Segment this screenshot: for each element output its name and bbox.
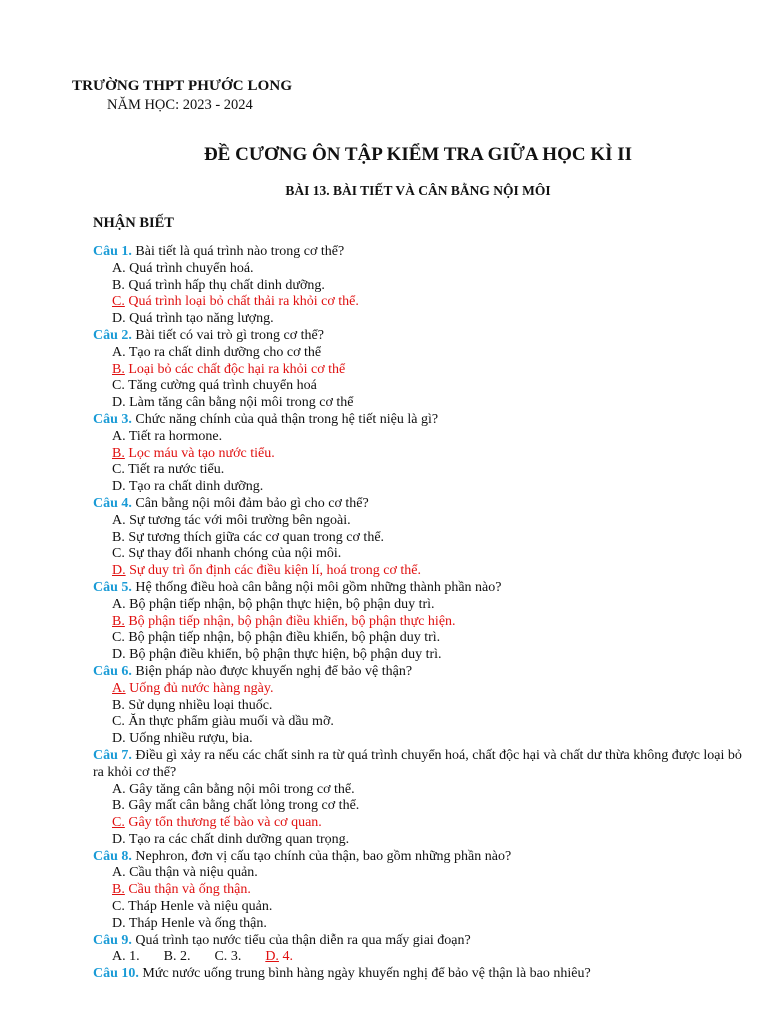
document-title: ĐỀ CƯƠNG ÔN TẬP KIỂM TRA GIỮA HỌC KÌ II — [203, 144, 633, 165]
question-7 — [93, 748, 745, 782]
question-text: Chức năng chính của quả thận trong hệ tiết niệu là gì? — [131, 411, 439, 427]
question-text: Biện pháp nào được khuyến nghị để bảo vệ thận? — [131, 663, 413, 679]
question-text: Quá trình tạo nước tiểu của thận diễn ra qua mấy giai đoạn? — [131, 932, 471, 948]
answer-option: A. Tạo ra chất dinh dưỡng cho cơ thể — [112, 344, 322, 360]
school-year: NĂM HỌC: 2023 - 2024 — [107, 97, 253, 113]
answer-option: B. Sử dụng nhiều loại thuốc. — [112, 697, 273, 713]
question-number: Câu 8. — [93, 848, 132, 864]
question-9 — [93, 933, 745, 950]
answer-option: A. Quá trình chuyển hoá. — [112, 260, 254, 276]
question-text: Điều gì xảy ra nếu các chất sinh ra từ quá trình chuyển hoá, chất độc hại và chất dư thừa không được loại bỏ ra khỏi cơ thể? — [93, 747, 742, 780]
question-text: Hệ thống điều hoà cân bằng nội môi gồm những thành phần nào? — [131, 579, 502, 595]
correct-answer-option: C. Gây tổn thương tế bào và cơ quan. — [112, 815, 322, 831]
question-3 — [93, 412, 745, 429]
question-number: Câu 9. — [93, 932, 132, 948]
correct-answer-option: C. Quá trình loại bỏ chất thải ra khỏi cơ thể. — [112, 294, 359, 310]
answer-option: A. Tiết ra hormone. — [112, 428, 223, 444]
question-4 — [93, 496, 745, 513]
answer-option: A. Sự tương tác với môi trường bên ngoài. — [112, 512, 351, 528]
question-number: Câu 2. — [93, 327, 132, 343]
question-10 — [93, 966, 745, 983]
answer-option: C. Sự thay đổi nhanh chóng của nội môi. — [112, 546, 342, 562]
question-number: Câu 5. — [93, 579, 132, 595]
question-number: Câu 10. — [93, 966, 139, 982]
answer-option: A. Cầu thận và niệu quản. — [112, 865, 258, 881]
correct-answer-option: A. Uống đủ nước hàng ngày. — [112, 680, 274, 696]
correct-answer-option: D. 4. — [265, 949, 293, 965]
correct-answer-option: B. Cầu thận và ống thận. — [112, 882, 251, 898]
question-text: Bài tiết là quá trình nào trong cơ thể? — [131, 244, 345, 259]
question-8 — [93, 849, 745, 866]
answer-option: B. Sự tương thích giữa các cơ quan trong cơ thể. — [112, 529, 385, 545]
answer-option: C. Bộ phận tiếp nhận, bộ phận điều khiển, bộ phận duy trì. — [112, 630, 441, 646]
question-1 — [93, 244, 745, 261]
answer-option: D. Làm tăng cân bằng nội môi trong cơ thể — [112, 395, 354, 411]
question-number: Câu 1. — [93, 244, 132, 259]
answer-options-inline — [93, 949, 745, 966]
correct-answer-option: B. Lọc máu và tạo nước tiểu. — [112, 445, 275, 461]
question-number: Câu 3. — [93, 411, 132, 427]
school-name: TRƯỜNG THPT PHƯỚC LONG — [72, 78, 293, 94]
answer-option: D. Bộ phận điều khiển, bộ phận thực hiện, bộ phận duy trì. — [112, 647, 442, 663]
question-5 — [93, 580, 745, 597]
question-text: Bài tiết có vai trò gì trong cơ thể? — [131, 327, 324, 343]
answer-option: C. Tăng cường quá trình chuyển hoá — [112, 378, 317, 394]
answer-option: C. 3. — [214, 949, 242, 965]
question-text: Nephron, đơn vị cấu tạo chính của thận, bao gồm những phần nào? — [131, 848, 512, 864]
question-number: Câu 7. — [93, 747, 132, 763]
question-text: Cân bằng nội môi đảm bảo gì cho cơ thể? — [131, 495, 369, 511]
correct-answer-option: D. Sự duy trì ổn định các điều kiện lí, hoá trong cơ thể. — [112, 563, 421, 579]
question-text: Mức nước uống trung bình hàng ngày khuyến nghị để bảo vệ thận là bao nhiêu? — [138, 966, 591, 982]
question-2 — [93, 328, 745, 345]
answer-option: A. 1. — [112, 949, 140, 965]
answer-option: D. Tạo ra chất dinh dưỡng. — [112, 479, 264, 495]
correct-answer-option: B. Loại bỏ các chất độc hại ra khỏi cơ thể — [112, 361, 346, 377]
question-list — [93, 244, 745, 983]
answer-option: C. Ăn thực phẩm giàu muối và dầu mỡ. — [112, 714, 334, 730]
answer-option: C. Tháp Henle và niệu quản. — [112, 899, 273, 915]
question-number: Câu 4. — [93, 495, 132, 511]
question-6 — [93, 664, 745, 681]
answer-option: B. Gây mất cân bằng chất lỏng trong cơ thể. — [112, 798, 360, 814]
answer-option: D. Tháp Henle và ống thận. — [112, 915, 267, 931]
answer-option: D. Quá trình tạo năng lượng. — [112, 311, 274, 327]
question-number: Câu 6. — [93, 663, 132, 679]
answer-option: D. Uống nhiều rượu, bia. — [112, 731, 253, 747]
section-heading: NHẬN BIẾT — [93, 215, 174, 231]
answer-option: C. Tiết ra nước tiểu. — [112, 462, 225, 478]
correct-answer-option: B. Bộ phận tiếp nhận, bộ phận điều khiển, bộ phận thực hiện. — [112, 613, 456, 629]
answer-option: A. Gây tăng cân bằng nội môi trong cơ thể. — [112, 781, 355, 797]
lesson-title: BÀI 13. BÀI TIẾT VÀ CÂN BẰNG NỘI MÔI — [285, 183, 551, 198]
answer-option: B. 2. — [163, 949, 191, 965]
answer-option: D. Tạo ra các chất dinh dưỡng quan trọng. — [112, 831, 350, 847]
answer-option: A. Bộ phận tiếp nhận, bộ phận thực hiện, bộ phận duy trì. — [112, 596, 435, 612]
answer-option: B. Quá trình hấp thụ chất dinh dưỡng. — [112, 277, 325, 293]
